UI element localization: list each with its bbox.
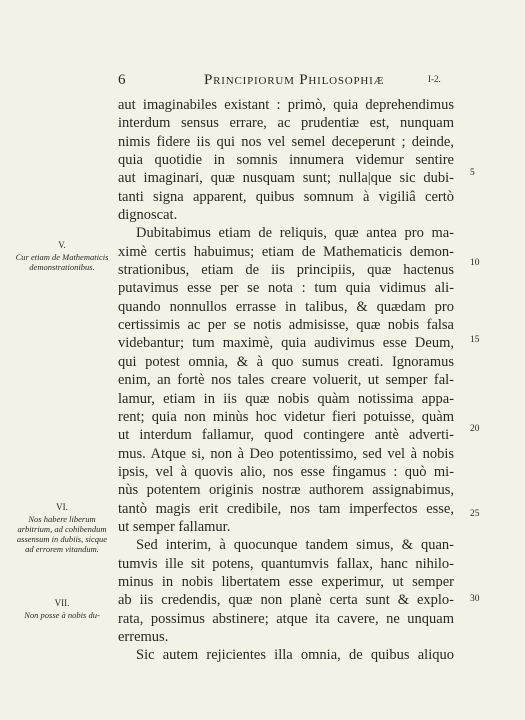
running-title: Principiorum Philosophiæ: [204, 72, 385, 88]
text-line: tumvis ille sit potens, quantumvis fallax, hanc nihilo-: [118, 555, 454, 572]
text-line: qui potest omnia, & à quo sumus creati. Ignoramus: [118, 353, 454, 370]
margin-note-v: [14, 240, 110, 272]
section-reference: I-2.: [428, 74, 441, 84]
line-number: 30: [470, 594, 480, 604]
line-number: 20: [470, 424, 480, 434]
margin-note-vii: [14, 598, 110, 620]
line-number: 5: [470, 168, 475, 178]
text-line: enim, an fortè nos tales creare voluerit, ut semper fal-: [118, 372, 454, 389]
margin-note-text: Non posse à nobis du-: [24, 610, 100, 620]
page-number: 6: [118, 72, 126, 88]
margin-note-vi: [14, 502, 110, 554]
text-line: Sed interim, à quocunque tandem simus, & quan-: [136, 537, 454, 554]
text-line: putavimus esse per se nota : tum quia vidimus ali-: [118, 280, 454, 297]
margin-note-number: VII.: [54, 598, 70, 608]
line-number: 25: [470, 509, 480, 519]
margin-note-number: VI.: [56, 502, 68, 512]
text-line: ab iis credendis, quæ non planè certa sunt & explo-: [118, 592, 454, 609]
text-line: ut interdum fallamur, quod contingere antè adverti-: [118, 427, 454, 444]
text-line: rata, possimus abstinere; atque ita cavere, ne unquam: [118, 610, 454, 627]
line-number: 15: [470, 335, 480, 345]
text-line: tantò magis erit credibile, nos tam imperfectos esse,: [118, 500, 454, 517]
text-line: mus. Atque si, non à Deo potentissimo, sed vel à nobis: [118, 445, 454, 462]
page-header: [118, 72, 458, 92]
text-line: ximè certis habuimus; etiam de Mathematicis demon-: [118, 243, 454, 260]
text-line: erremus.: [118, 628, 169, 645]
text-line: aut imaginabiles existant : primò, quia deprehendimus: [118, 97, 454, 113]
margin-note-text: Cur etiam de Mathematicis demonstrationibus.: [15, 252, 109, 272]
text-line: Dubitabimus etiam de reliquis, quæ antea pro ma-: [136, 225, 454, 242]
text-line: quando nonnullos errasse in talibus, & quædam pro: [118, 298, 454, 315]
text-line: ipsis, vel à quovis alio, nos esse fingamus : quò mi-: [118, 463, 454, 480]
text-line: aut imaginari, quæ nusquam sunt; nulla|que sic dubi-: [118, 170, 454, 187]
margin-note-text: Nos habere liberum arbitrium, ad cohibendum assensum in dubiis, sicque ad errorem vitandum.: [16, 514, 108, 554]
text-line: quia quotidie in somnis innumera videmur sentire: [118, 152, 454, 169]
text-line: minus in nobis libertatem esse experimur, ut semper: [118, 573, 454, 590]
text-line: nimis fidere iis qui nos vel semel deceperunt ; deinde,: [118, 133, 454, 150]
margin-note-number: V.: [58, 240, 66, 250]
body-text: [118, 96, 454, 665]
text-line: dignoscat.: [118, 207, 178, 224]
text-line: nùs potentem originis nostræ authorem assignabimus,: [118, 482, 454, 499]
text-line: tanti signa apparent, quibus somnum à vigiliâ certò: [118, 188, 454, 205]
text-line: lamur, etiam in iis quæ nobis quàm notissima appa-: [118, 390, 454, 407]
text-line: strationibus, etiam de iis principiis, quæ hactenus: [118, 262, 454, 279]
text-line: Sic autem rejicientes illa omnia, de quibus aliquo: [136, 647, 454, 664]
text-line: interdum sensus errare, ac prudentiæ est, nunquam: [118, 115, 454, 132]
text-line: videbantur; tum maximè, quia audivimus esse Deum,: [118, 335, 454, 352]
text-line: ut semper fallamur.: [118, 518, 231, 535]
text-line: certissimis ac per se notis admisisse, quæ nobis falsa: [118, 317, 454, 334]
text-line: rent; quia non minùs hoc videtur fieri potuisse, quàm: [118, 408, 454, 425]
line-number: 10: [470, 258, 480, 268]
